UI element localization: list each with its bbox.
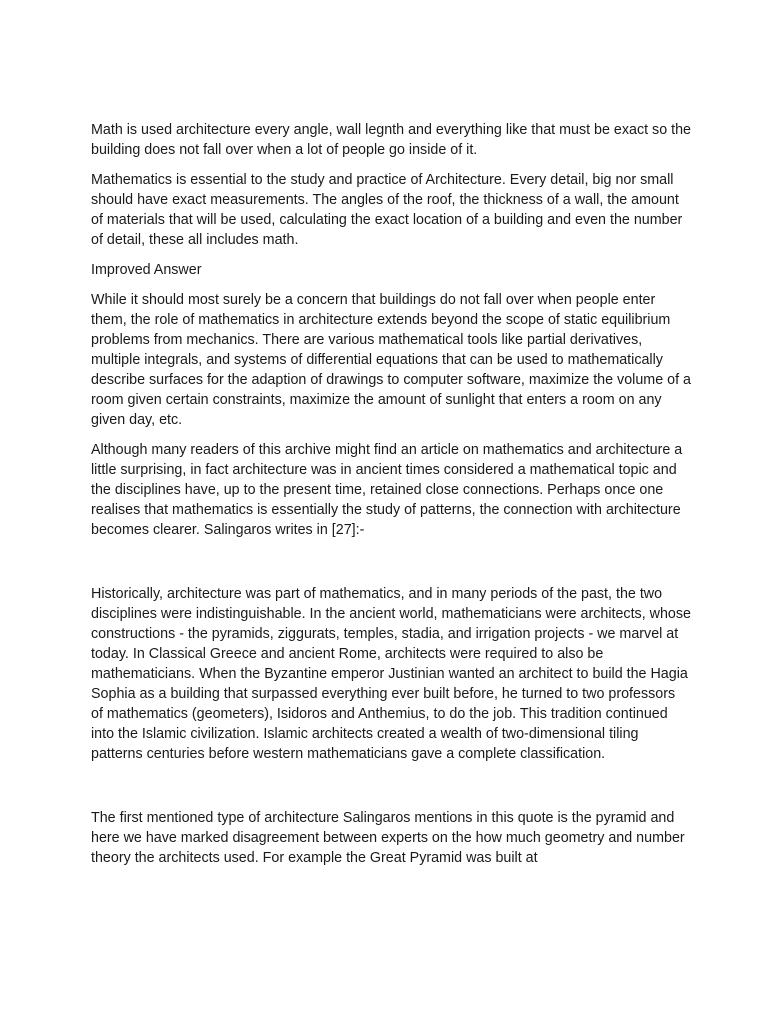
paragraph-math-intro: Math is used architecture every angle, wall legnth and everything like that must be exact so the building does not fall over when a lot of people go inside of it.	[91, 122, 692, 158]
paragraph-pyramid: The first mentioned type of architecture Salingaros mentions in this quote is the pyramid and here we have marked disagreement between experts on the how much geometry and number theory the architects used. For example the Great Pyramid was built at	[91, 810, 685, 866]
paragraph-improved-answer-heading: Improved Answer	[91, 262, 202, 278]
document-page	[91, 120, 691, 868]
paragraph-salingaros-quote: Historically, architecture was part of mathematics, and in many periods of the past, the two disciplines were indistinguishable. In the ancient world, mathematicians were architects, whose constructions - the pyramids, ziggurats, temples, stadia, and irrigation projects - we marvel at today. In Classical Greece and ancient Rome, architects were required to also be mathematicians. When the Byzantine emperor Justinian wanted an architect to build the Hagia Sophia as a building that surpassed everything ever built before, he turned to two professors of mathematics (geometers), Isidoros and Anthemius, to do the job. This tradition continued into the Islamic civilization. Islamic architects created a wealth of two-dimensional tiling patterns centuries before western mathematicians gave a complete classification.	[91, 586, 691, 762]
paragraph-improved-answer: While it should most surely be a concern that buildings do not fall over when people enter them, the role of mathematics in architecture extends beyond the scope of static equilibrium problems from mechanics. There are various mathematical tools like partial derivatives, multiple integrals, and systems of differential equations that can be used to mathematically describe surfaces for the adaption of drawings to computer software, maximize the volume of a room given certain constraints, maximize the amount of sunlight that enters a room on any given day, etc.	[91, 292, 691, 428]
paragraph-archive-intro: Although many readers of this archive might find an article on mathematics and architecture a little surprising, in fact architecture was in ancient times considered a mathematical topic and the disciplines have, up to the present time, retained close connections. Perhaps once one realises that mathematics is essentially the study of patterns, the connection with architecture becomes clearer. Salingaros writes in [27]:-	[91, 442, 683, 538]
paragraph-math-essential: Mathematics is essential to the study and practice of Architecture. Every detail, big nor small should have exact measurements. The angles of the roof, the thickness of a wall, the amount of materials that will be used, calculating the exact location of a building and even the number of detail, these all includes math.	[91, 172, 683, 248]
